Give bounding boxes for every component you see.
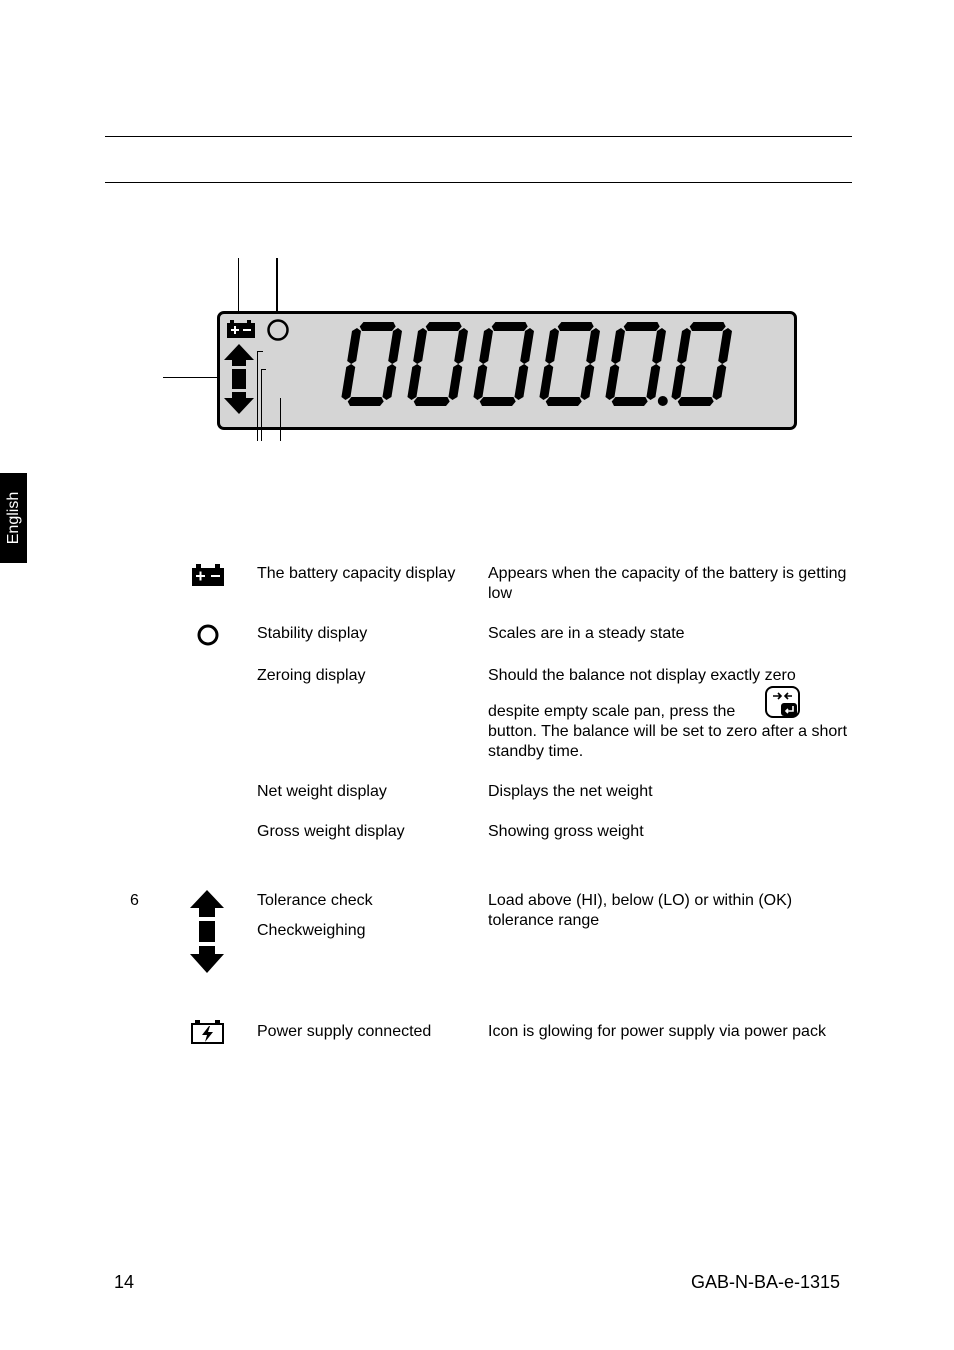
digit-segment (492, 322, 528, 331)
lcd-stability-circle-icon (266, 318, 290, 342)
digit-segment (624, 322, 660, 331)
digit-segment (558, 322, 594, 331)
digit-segment (520, 328, 534, 364)
callout-line-stability (276, 258, 278, 316)
seven-segment-readout (340, 322, 760, 414)
legend-desc-tolerance: Load above (HI), below (LO) or within (OK) tolerance range (488, 892, 793, 929)
digit-segment (690, 322, 726, 331)
digit-segment (413, 328, 427, 364)
digit-segment (546, 397, 582, 406)
digit-segment (382, 364, 396, 400)
language-tab-label: English (4, 491, 22, 545)
legend-desc-stability: Scales are in a steady state (488, 625, 685, 642)
callout-line-tolerance (163, 377, 225, 378)
legend-desc-zeroing-pre: despite empty scale pan, press the (488, 703, 736, 720)
battery-icon (192, 564, 224, 586)
legend-desc-zeroing-post: button. The balance will be set to zero after a short standby time. (488, 723, 848, 760)
legend-label-net: Net weight display (257, 783, 387, 800)
legend-label-checkweighing: Checkweighing (257, 922, 366, 939)
digit-segment (671, 364, 685, 400)
digit-segment (545, 328, 559, 364)
digit-segment (612, 397, 648, 406)
digit-segment (347, 328, 361, 364)
language-tab (0, 473, 27, 563)
callout-tick-zero (257, 351, 263, 352)
stability-circle-icon (196, 623, 220, 647)
callout-tick-net (261, 369, 266, 370)
power-plug-battery-icon (191, 1020, 224, 1044)
document-code: GAB-N-BA-e-1315 (690, 1272, 840, 1292)
digit-segment (348, 397, 384, 406)
tare-zero-button-icon (765, 686, 800, 718)
digit-segment (360, 322, 396, 331)
callout-line-battery (238, 258, 239, 318)
legend-desc-gross: Showing gross weight (488, 823, 644, 840)
digit-segment (605, 364, 619, 400)
lcd-tolerance-arrows-icon (224, 344, 254, 414)
digit-segment (652, 328, 666, 364)
digit-segment (539, 364, 553, 400)
digit-segment (407, 364, 421, 400)
legend-label-tolerance: Tolerance check (257, 892, 373, 909)
header-rule-bottom (105, 182, 852, 183)
lcd-battery-icon (227, 320, 255, 338)
digit-segment (514, 364, 528, 400)
digit-segment (678, 397, 714, 406)
digit-segment (480, 397, 516, 406)
digit-segment (426, 322, 462, 331)
digit-segment (580, 364, 594, 400)
digit-segment (479, 328, 493, 364)
digit-segment (677, 328, 691, 364)
digit-segment (712, 364, 726, 400)
page-number: 14 (114, 1272, 135, 1292)
callout-line-net (261, 369, 262, 441)
legend-desc-zeroing-line1: Should the balance not display exactly zero (488, 667, 796, 684)
legend-label-battery: The battery capacity display (257, 565, 456, 582)
legend-desc-net: Displays the net weight (488, 783, 653, 800)
legend-desc-power: Icon is glowing for power supply via power pack (488, 1023, 826, 1040)
digit-segment (646, 364, 660, 400)
legend-desc-battery: Appears when the capacity of the battery is getting low (488, 565, 847, 602)
digit-segment (586, 328, 600, 364)
tolerance-arrows-icon (190, 890, 224, 973)
digit-segment (448, 364, 462, 400)
header-rule-top (105, 136, 852, 137)
digit-segment (611, 328, 625, 364)
digit-segment (454, 328, 468, 364)
decimal-point (658, 396, 668, 406)
digit-segment (473, 364, 487, 400)
legend-label-gross: Gross weight display (257, 823, 405, 840)
callout-line-gross (280, 398, 281, 441)
legend-label-power: Power supply connected (257, 1023, 432, 1040)
legend-label-zeroing: Zeroing display (257, 667, 366, 684)
callout-line-zero (257, 351, 258, 441)
digit-segment (388, 328, 402, 364)
digit-segment (414, 397, 450, 406)
legend-label-stability: Stability display (257, 625, 368, 642)
legend-number-tolerance: 6 (130, 892, 139, 909)
digit-segment (341, 364, 355, 400)
lcd-display (217, 311, 797, 430)
digit-segment (718, 328, 732, 364)
